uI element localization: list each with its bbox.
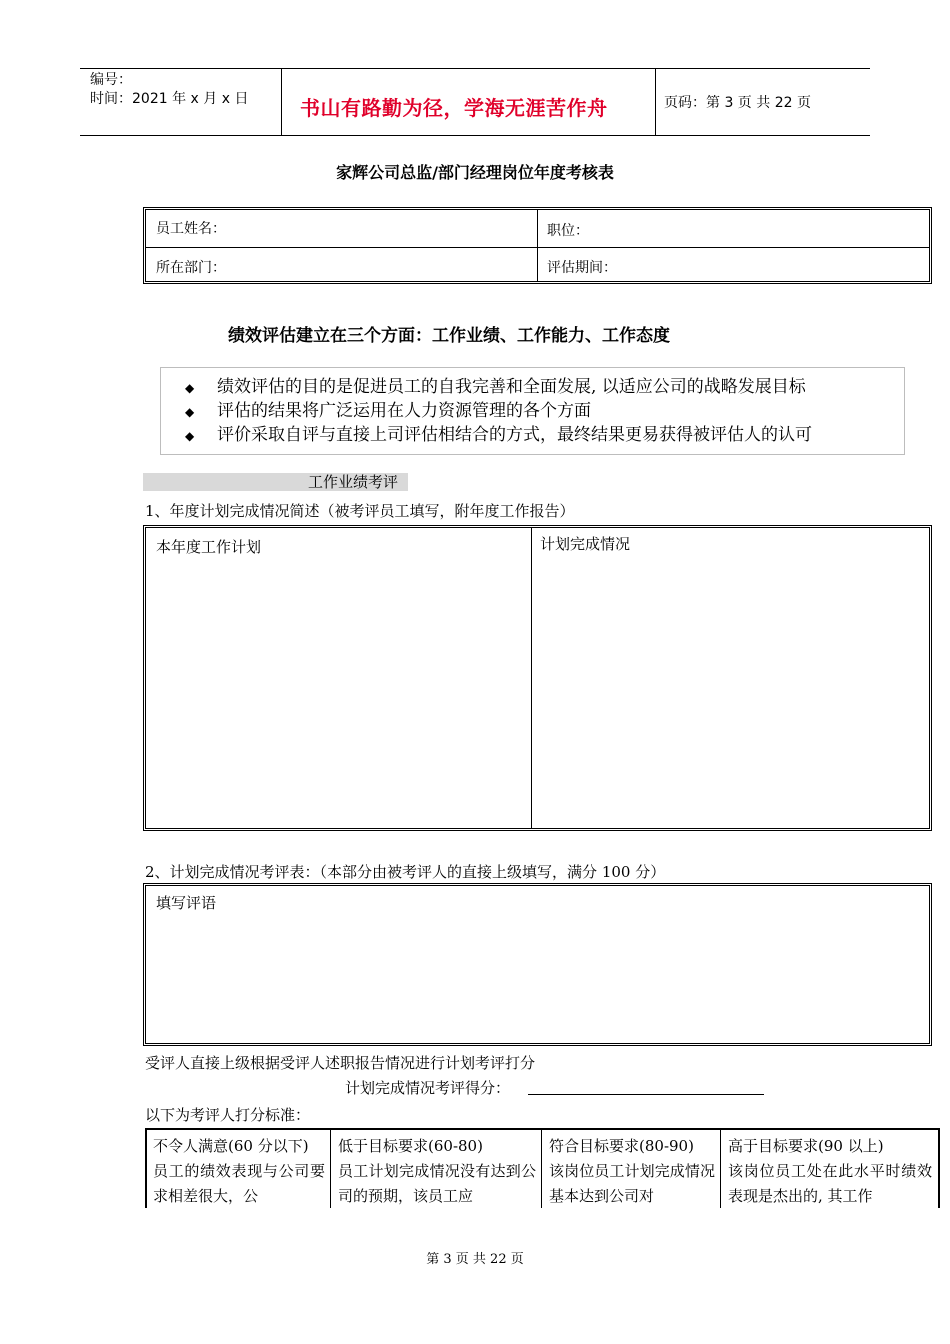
page-indicator: 页码：第 3 页 共 22 页 — [664, 95, 811, 111]
diamond-bullet-icon: ◆ — [185, 404, 195, 419]
aspects-heading: 绩效评估建立在三个方面：工作业绩、工作能力、工作态度 — [228, 326, 670, 346]
annual-plan-header: 本年度工作计划 — [156, 538, 262, 556]
item1-label: 1、年度计划完成情况简述（被考评员工填写，附年度工作报告） — [145, 502, 575, 520]
section-title: 工作业绩考评 — [308, 473, 399, 491]
info-table — [143, 207, 932, 284]
bullet-text: 评价采取自评与直接上司评估相结合的方式，最终结果更易获得被评估人的认可 — [217, 425, 812, 445]
standard-cell — [722, 1130, 938, 1208]
info-table-col-divider — [537, 210, 538, 281]
standard-desc: 员工的绩效表现与公司要求相差很大，公 — [153, 1162, 325, 1205]
standard-title: 不令人满意(60 分以下) — [153, 1137, 309, 1155]
header-divider-right — [655, 68, 656, 136]
bullet-item — [185, 376, 806, 399]
standard-cell — [332, 1130, 542, 1208]
diamond-bullet-icon: ◆ — [185, 380, 195, 395]
standard-desc: 该岗位员工计划完成情况基本达到公司对 — [549, 1162, 715, 1205]
bullet-item — [185, 424, 812, 447]
annual-plan-col-divider — [531, 528, 532, 828]
diamond-bullet-icon: ◆ — [185, 428, 195, 443]
header-motto: 书山有路勤为径，学海无涯苦作舟 — [300, 96, 608, 120]
doc-date-label: 时间：2021 年 x 月 x 日 — [90, 91, 249, 107]
annual-plan-table — [143, 525, 932, 831]
standard-cell — [147, 1130, 331, 1208]
form-title: 家辉公司总监/部门经理岗位年度考核表 — [336, 163, 614, 182]
header-top-rule — [80, 68, 870, 69]
standards-table — [145, 1128, 940, 1208]
department-field[interactable]: 所在部门： — [156, 260, 226, 276]
bullet-item — [185, 400, 591, 423]
scoring-note: 受评人直接上级根据受评人述职报告情况进行计划考评打分 — [145, 1054, 536, 1072]
standard-cell — [543, 1130, 721, 1208]
comment-box[interactable] — [143, 883, 932, 1046]
standard-title: 低于目标要求(60-80) — [338, 1137, 483, 1155]
comment-label: 填写评语 — [156, 894, 217, 912]
doc-number-label: 编号： — [90, 72, 132, 88]
standards-col-divider — [541, 1130, 542, 1208]
header-divider-left — [281, 68, 282, 136]
bullet-text: 绩效评估的目的是促进员工的自我完善和全面发展, 以适应公司的战略发展目标 — [217, 377, 806, 397]
item2-label: 2、计划完成情况考评表：（本部分由被考评人的直接上级填写，满分 100 分） — [145, 863, 666, 881]
header-bottom-rule — [80, 135, 870, 136]
employee-name-field[interactable]: 员工姓名： — [156, 221, 226, 237]
score-label: 计划完成情况考评得分： — [345, 1079, 511, 1097]
bullet-text: 评估的结果将广泛运用在人力资源管理的各个方面 — [217, 401, 591, 421]
standard-title: 高于目标要求(90 以上) — [728, 1137, 884, 1155]
standard-desc: 该岗位员工处在此水平时绩效表现是杰出的, 其工作 — [728, 1162, 932, 1205]
page-footer: 第 3 页 共 22 页 — [426, 1252, 524, 1267]
standard-desc: 员工计划完成情况没有达到公司的预期，该员工应 — [338, 1162, 536, 1205]
period-field[interactable]: 评估期间： — [547, 260, 617, 276]
section-title-bar — [143, 473, 408, 491]
standards-col-divider — [720, 1130, 721, 1208]
bullet-box — [160, 367, 905, 455]
standard-label: 以下为考评人打分标准： — [145, 1106, 311, 1124]
position-field[interactable]: 职位： — [547, 223, 589, 239]
standard-title: 符合目标要求(80-90) — [549, 1137, 694, 1155]
score-input-line[interactable] — [528, 1094, 764, 1095]
plan-completion-header: 计划完成情况 — [540, 535, 631, 553]
standards-col-divider — [330, 1130, 331, 1208]
